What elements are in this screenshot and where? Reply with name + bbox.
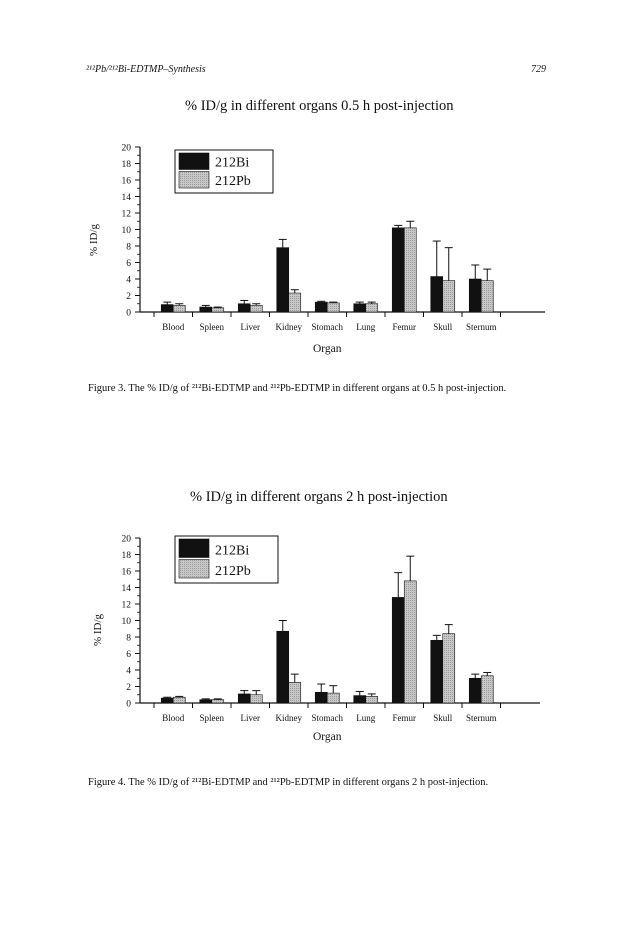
x-tick-label: Skull — [433, 713, 453, 723]
legend-swatch-212pb — [179, 560, 209, 579]
legend-label: 212Pb — [215, 564, 251, 579]
bar-212bi-sternum — [469, 678, 481, 703]
y-tick-label: 0 — [126, 308, 131, 319]
x-tick-label: Spleen — [199, 713, 224, 723]
bar-212pb-blood — [173, 697, 185, 703]
running-head-title: ²¹²Pb/²¹²Bi-EDTMP–Synthesis — [86, 64, 206, 75]
figure-4-caption — [88, 770, 538, 795]
x-tick-label: Skull — [433, 322, 453, 332]
y-axis-label: % ID/g — [92, 613, 104, 647]
x-tick-label: Spleen — [199, 322, 224, 332]
bar-212pb-stomach — [327, 693, 339, 703]
y-tick-label: 6 — [126, 259, 131, 269]
bar-212pb-kidney — [289, 682, 301, 703]
legend-label: 212Pb — [215, 174, 251, 189]
x-tick-label: Blood — [162, 713, 185, 723]
bar-212pb-spleen — [212, 700, 224, 703]
legend-label: 212Bi — [215, 543, 250, 559]
x-tick-label: Liver — [240, 713, 260, 723]
y-tick-label: 4 — [126, 666, 131, 677]
chart-title: % ID/g in different organs 2 h post-injection — [190, 489, 448, 505]
x-tick-label: Blood — [162, 322, 185, 332]
y-tick-label: 4 — [126, 275, 131, 286]
legend-swatch-212bi — [179, 539, 209, 558]
bar-212bi-lung — [354, 696, 366, 703]
y-tick-label: 20 — [121, 143, 131, 154]
bar-212bi-skull — [431, 640, 443, 703]
bar-212bi-stomach — [315, 692, 327, 703]
x-tick-label: Kidney — [275, 322, 302, 332]
y-tick-label: 8 — [126, 242, 131, 253]
x-tick-label: Femur — [392, 322, 416, 332]
x-tick-label: Sternum — [466, 322, 497, 332]
bar-212bi-spleen — [200, 700, 212, 703]
bar-212bi-blood — [161, 698, 173, 703]
x-tick-label: Liver — [240, 322, 260, 332]
caption-text: The % ID/g of ²¹²Bi-EDTMP and ²¹²Pb-EDTMP in different organs 2 h post-injection. — [128, 777, 489, 788]
y-tick-label: 18 — [121, 551, 131, 561]
x-axis-label: Organ — [312, 731, 342, 743]
bar-212bi-femur — [392, 597, 404, 703]
x-tick-label: Stomach — [311, 713, 343, 723]
x-tick-label: Lung — [356, 713, 376, 723]
bar-212bi-liver — [238, 694, 250, 703]
legend-label: 212Bi — [215, 155, 250, 171]
x-tick-label: Sternum — [466, 713, 497, 723]
bar-212pb-skull — [443, 634, 455, 703]
y-tick-label: 2 — [126, 292, 131, 302]
y-tick-label: 0 — [126, 699, 131, 710]
y-tick-label: 18 — [121, 160, 131, 170]
y-tick-label: 12 — [121, 209, 131, 220]
x-tick-label: Femur — [392, 713, 416, 723]
y-tick-label: 16 — [121, 176, 131, 187]
y-tick-label: 16 — [121, 567, 131, 578]
y-tick-label: 14 — [121, 193, 131, 203]
x-tick-label: Kidney — [275, 713, 302, 723]
y-tick-label: 12 — [121, 600, 131, 611]
x-axis-label: Organ — [312, 343, 342, 355]
y-tick-label: 14 — [121, 584, 131, 594]
bar-212pb-femur — [404, 581, 416, 703]
y-tick-label: 2 — [126, 683, 131, 693]
caption-label: Figure 4. — [88, 777, 126, 788]
y-tick-label: 10 — [121, 226, 131, 236]
y-tick-label: 10 — [121, 617, 131, 627]
page-number: 729 — [531, 64, 546, 75]
caption-label: Figure 3. — [88, 383, 126, 394]
x-tick-label: Lung — [356, 322, 376, 332]
bar-212pb-liver — [250, 695, 262, 703]
chart-title: % ID/g in different organs 0.5 h post-injection — [185, 98, 454, 114]
y-axis-label: % ID/g — [88, 223, 100, 257]
caption-text: The % ID/g of ²¹²Bi-EDTMP and ²¹²Pb-EDTMP in different organs at 0.5 h post-injection. — [128, 383, 507, 394]
bar-212bi-kidney — [277, 631, 289, 703]
y-tick-label: 6 — [126, 650, 131, 660]
y-tick-label: 8 — [126, 633, 131, 644]
bar-212pb-sternum — [481, 676, 493, 703]
y-tick-label: 20 — [121, 534, 131, 545]
x-tick-label: Stomach — [311, 322, 343, 332]
bar-212pb-lung — [366, 696, 378, 703]
